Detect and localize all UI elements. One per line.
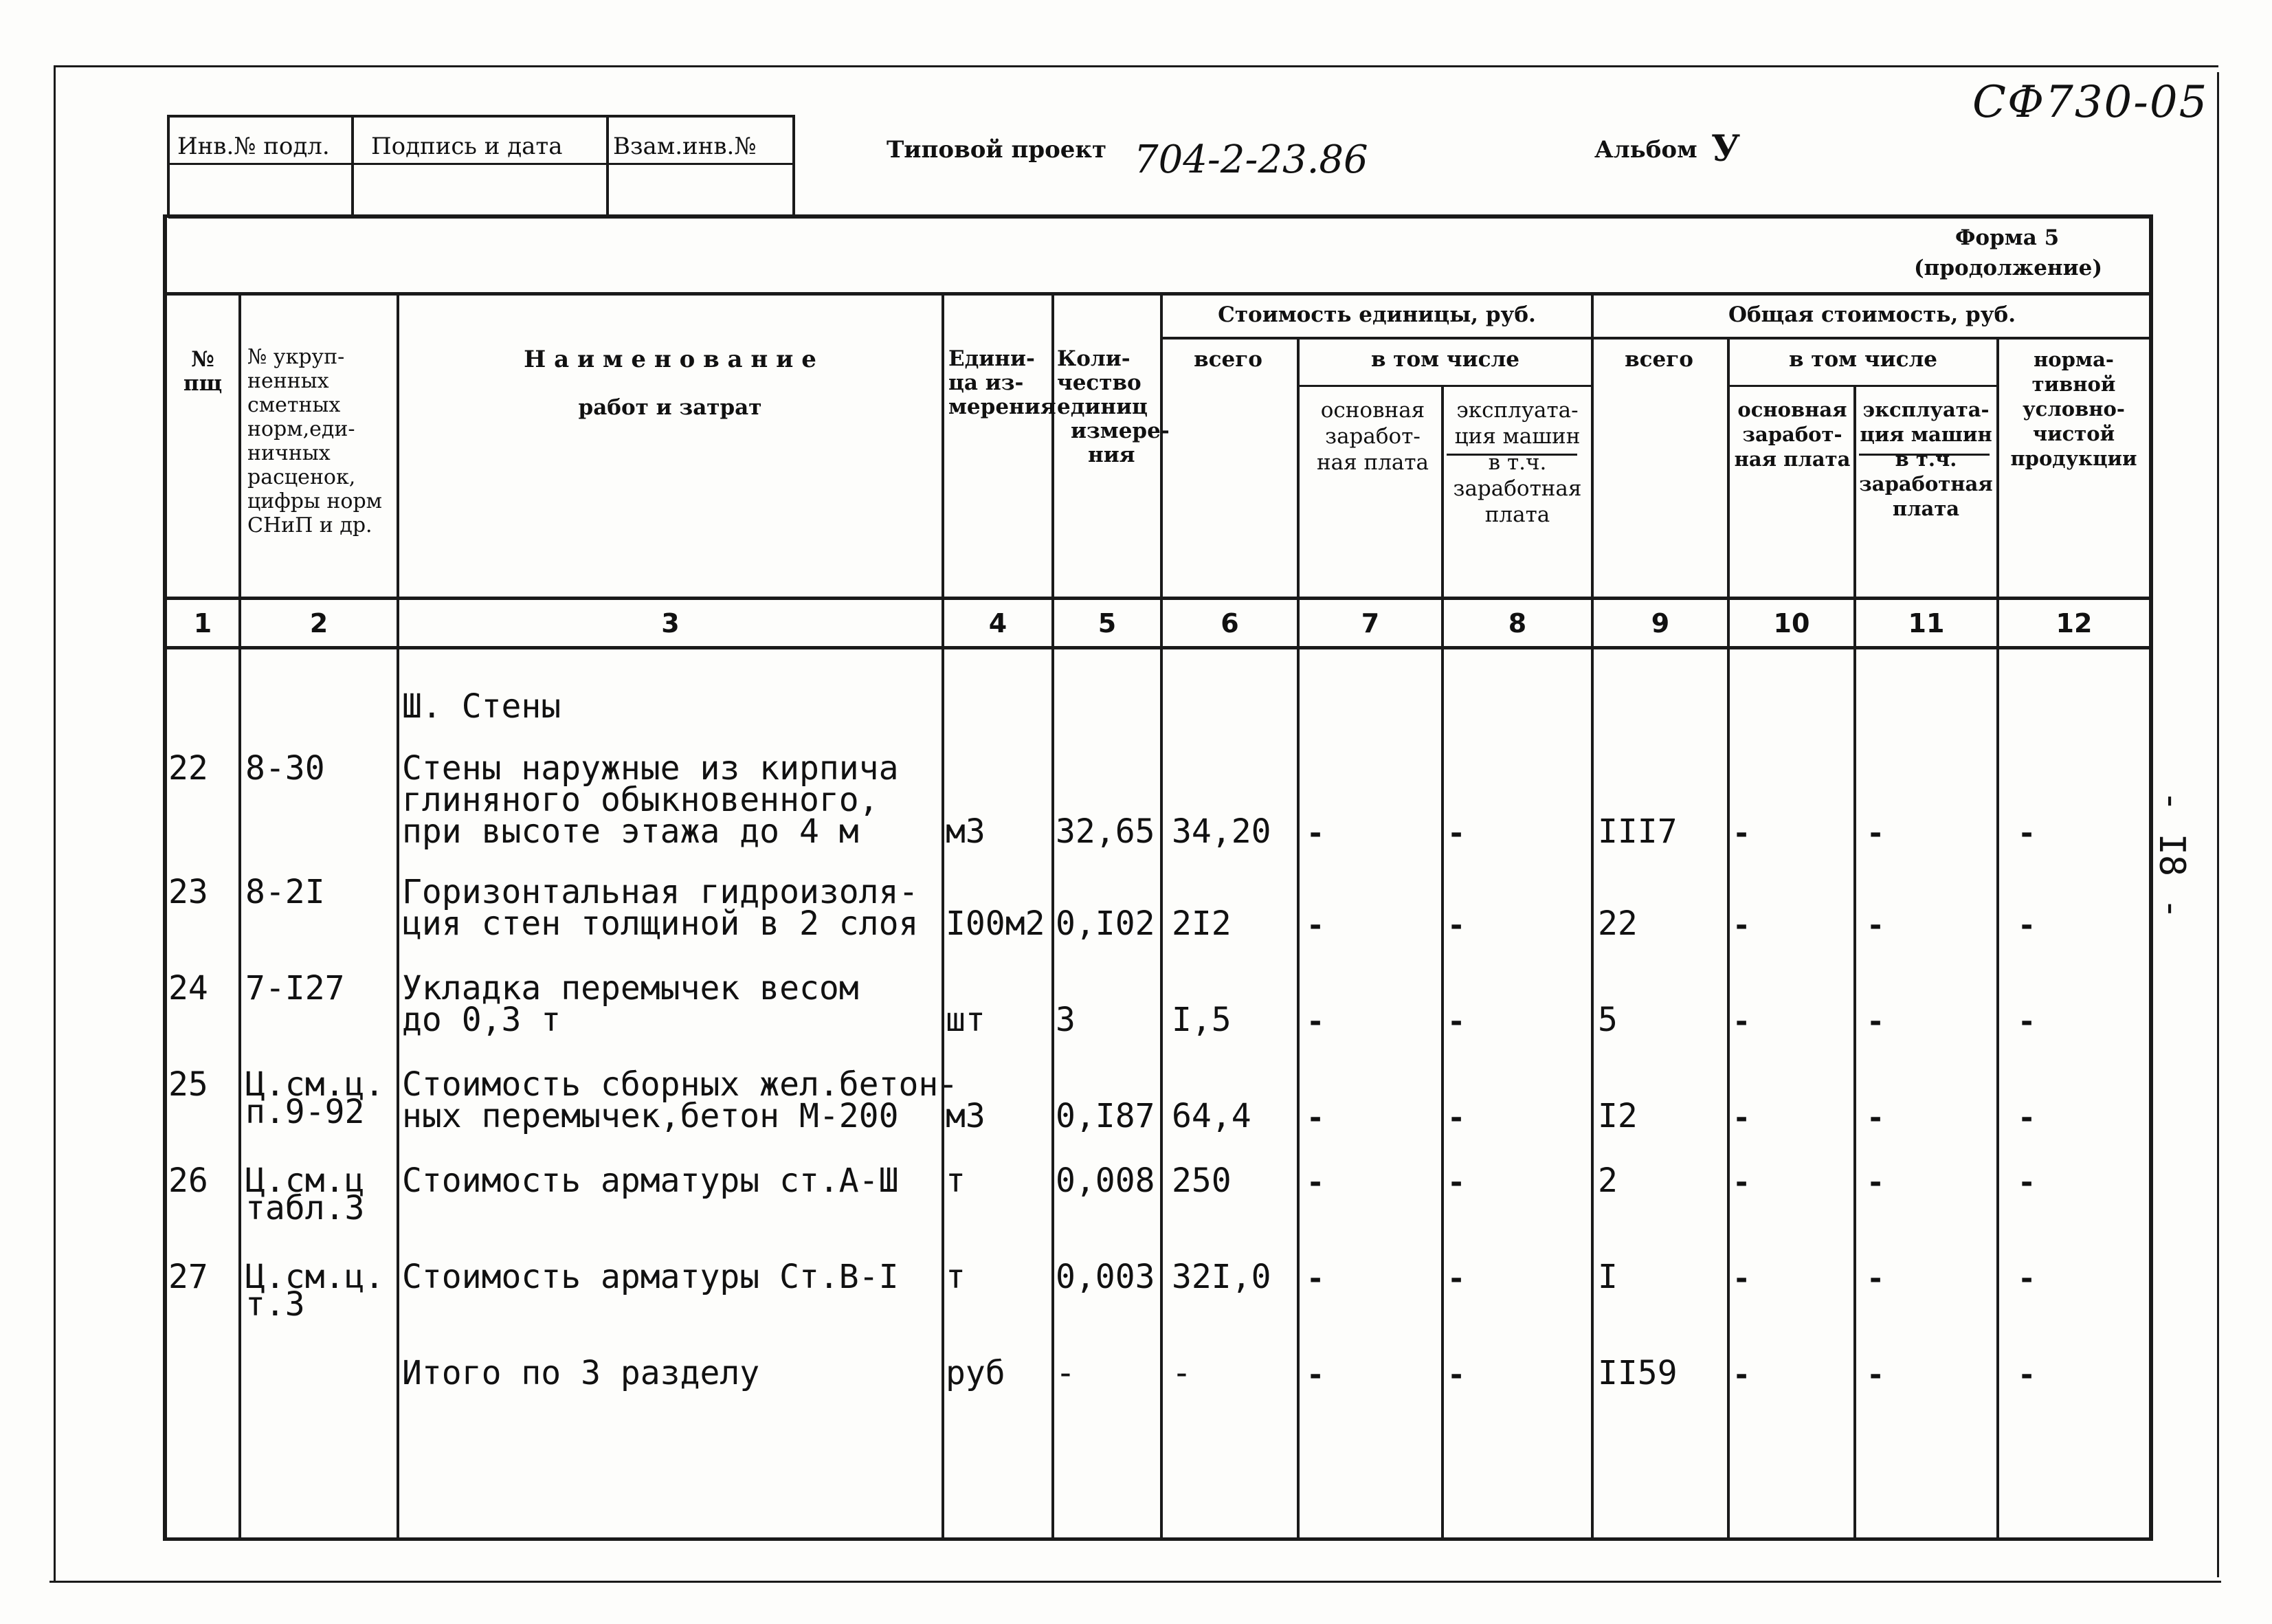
row-unit: м3 [946, 812, 985, 851]
header-col5-l3: единиц [1057, 394, 1148, 419]
row-number: 24 [168, 969, 208, 1008]
col-number-11: 11 [1908, 608, 1945, 638]
header-total-cost: Общая стоимость, руб. [1728, 302, 2016, 327]
row-code: п.9-92 [245, 1093, 365, 1131]
row-name: Стоимость арматуры Ст.В-I [402, 1258, 899, 1296]
row-c7: - [1309, 1357, 1322, 1392]
row-c8: - [1450, 1004, 1463, 1039]
row-code: табл.3 [245, 1189, 365, 1227]
row-name: Итого по 3 разделу [402, 1354, 760, 1392]
outer-frame-top [54, 65, 2218, 67]
header-col8-l5: плата [1484, 502, 1550, 527]
header-col11-l4: заработная [1859, 472, 1993, 496]
project-label: Типовой проект [887, 136, 1107, 164]
row-number: 23 [168, 873, 208, 911]
header-col2-l2: ненных [247, 369, 329, 393]
row-name: до 0,3 т [402, 1001, 561, 1039]
stamp-vzam-box [606, 115, 795, 218]
col-number-5: 5 [1098, 608, 1117, 638]
header-col12-l4: чистой [2032, 422, 2115, 445]
header-top-line [165, 292, 2151, 296]
header-col12-l5: продукции [2010, 447, 2137, 470]
stamp-signature-box [351, 115, 609, 218]
row-total: II59 [1598, 1354, 1678, 1392]
col-number-8: 8 [1508, 608, 1527, 638]
header-unit-tom-chisle: в том числе [1370, 347, 1520, 372]
row-name: Стоимость сборных жел.бетон- [402, 1065, 959, 1104]
header-col4-l2: ца из- [948, 370, 1024, 395]
header-col7-l2: заработ- [1325, 424, 1421, 449]
col-line-10 [1853, 385, 1856, 1539]
row-unit: м3 [946, 1097, 985, 1135]
header-col3-title: Н а и м е н о в а н и е [524, 346, 816, 373]
header-col4-l1: Едини- [948, 346, 1035, 371]
row-total: 5 [1598, 1001, 1618, 1039]
row-unit: руб [946, 1354, 1005, 1392]
col-line-8 [1591, 294, 1594, 1539]
row-code: 7-I27 [245, 969, 345, 1008]
header-col12 [2000, 347, 2148, 471]
row-c8: - [1450, 1261, 1463, 1296]
row-quantity: 0,I02 [1056, 904, 1155, 943]
header-col11 [1856, 397, 1996, 521]
col-line-2 [397, 294, 399, 1539]
row-c11: - [1869, 1165, 1882, 1200]
row-unit-price: 32I,0 [1172, 1258, 1271, 1296]
row-c7: - [1309, 1261, 1322, 1296]
header-total-vsego: всего [1625, 347, 1693, 372]
header-col4-l3: мерения [948, 394, 1056, 419]
header-col2-l3: сметных [247, 393, 341, 417]
row-number: 25 [168, 1065, 208, 1104]
row-c7: - [1309, 816, 1322, 851]
row-unit-price: I,5 [1172, 1001, 1232, 1039]
row-c10: - [1735, 1004, 1748, 1039]
row-unit-price: 64,4 [1172, 1097, 1251, 1135]
row-c10: - [1735, 908, 1748, 943]
table-top-border [168, 214, 2151, 219]
section-title: Ш. Стены [402, 687, 561, 726]
row-unit-price: 2I2 [1172, 904, 1232, 943]
header-col11-l5: плата [1892, 497, 1960, 520]
header-col7-l3: ная плата [1316, 450, 1429, 475]
form-note: (продолжение) [1914, 256, 2103, 280]
row-c7: - [1309, 1100, 1322, 1135]
col-number-10: 10 [1773, 608, 1810, 638]
row-name: Горизонтальная гидроизоля- [402, 873, 919, 911]
row-number: 26 [168, 1161, 208, 1200]
row-total: I [1598, 1258, 1618, 1296]
outer-frame-bottom [49, 1581, 2221, 1583]
header-col5 [1057, 347, 1170, 467]
row-name: Стоимость арматуры ст.А-Ш [402, 1161, 899, 1200]
row-quantity: 0,008 [1056, 1161, 1155, 1200]
col-number-12: 12 [2056, 608, 2093, 638]
col-line-6 [1297, 338, 1300, 1539]
header-col2-l7: цифры норм [247, 489, 382, 513]
row-c8: - [1450, 908, 1463, 943]
header-col3-subtitle: работ и затрат [578, 395, 762, 420]
row-total: 22 [1598, 904, 1638, 943]
row-c8: - [1450, 1165, 1463, 1200]
stamp-inv-podl-box [167, 115, 354, 218]
header-col11-l1: эксплуата- [1862, 398, 1990, 421]
col-line-11 [1996, 338, 1999, 1539]
row-quantity: - [1056, 1354, 1076, 1392]
header-col2 [247, 345, 382, 537]
header-col11-l3: в т.ч. [1895, 447, 1957, 471]
header-col10-l1: основная [1737, 398, 1847, 421]
header-tom-chisle-line-2 [1728, 385, 1996, 387]
header-unit-vsego: всего [1194, 347, 1262, 372]
header-cost-split-line [1161, 337, 2151, 340]
row-total: 2 [1598, 1161, 1618, 1200]
row-total: III7 [1598, 812, 1678, 851]
row-number: 27 [168, 1258, 208, 1296]
header-col2-l4: норм,еди- [247, 417, 355, 441]
header-col5-l5: ния [1088, 443, 1135, 467]
col-line-5 [1160, 294, 1163, 1539]
row-quantity: 32,65 [1056, 812, 1155, 851]
header-col2-l5: ничных [247, 441, 331, 465]
col-number-3: 3 [661, 608, 680, 638]
outer-frame-right [2217, 72, 2219, 1577]
stamp-divider [167, 163, 795, 165]
header-col12-l1: норма- [2034, 348, 2114, 371]
row-c10: - [1735, 1261, 1748, 1296]
row-c10: - [1735, 1357, 1748, 1392]
row-c12: - [2020, 1261, 2034, 1296]
header-col5-l2: чество [1057, 370, 1141, 395]
row-code: Ц.см.ц [245, 1161, 365, 1200]
header-col10-l3: ная плата [1734, 447, 1851, 471]
row-c10: - [1735, 1100, 1748, 1135]
row-c8: - [1450, 1357, 1463, 1392]
header-col5-l1: Коли- [1057, 346, 1131, 371]
header-col10-l2: заработ- [1742, 423, 1842, 446]
col-line-3 [942, 294, 944, 1539]
row-name: Стены наружные из кирпича [402, 749, 899, 788]
header-col8 [1445, 397, 1590, 528]
header-col1-line1: № [191, 347, 214, 372]
page-number: - I8 - [2151, 790, 2192, 920]
stamp-inv-podl-label: Инв.№ подл. [177, 133, 330, 160]
row-c10: - [1735, 1165, 1748, 1200]
row-c12: - [2020, 1100, 2034, 1135]
stamp-signature-label: Подпись и дата [371, 133, 563, 160]
row-c11: - [1869, 1004, 1882, 1039]
col-number-6: 6 [1221, 608, 1239, 638]
row-c12: - [2020, 1357, 2034, 1392]
row-name: ных перемычек,бетон М-200 [402, 1097, 899, 1135]
header-col7 [1306, 397, 1440, 476]
header-col10 [1730, 397, 1854, 471]
header-col11-l2: ция машин [1860, 423, 1992, 446]
row-c11: - [1869, 816, 1882, 851]
header-col8-l1: эксплуата- [1456, 398, 1579, 423]
row-code: 8-2I [245, 873, 325, 911]
row-c12: - [2020, 1165, 2034, 1200]
header-col2-l1: № укруп- [247, 345, 345, 369]
outer-frame-left [54, 65, 56, 1581]
row-total: I2 [1598, 1097, 1638, 1135]
stamp-vzam-label: Взам.инв.№ [613, 133, 757, 160]
table-left-border [163, 214, 167, 1541]
row-name: глиняного обыкновенного, [402, 781, 879, 819]
row-name: Укладка перемычек весом [402, 969, 859, 1008]
header-col12-l2: тивной [2031, 372, 2116, 396]
row-c8: - [1450, 816, 1463, 851]
row-c7: - [1309, 1165, 1322, 1200]
header-col1-line2: пщ [183, 371, 223, 396]
row-name: ция стен толщиной в 2 слоя [402, 904, 919, 943]
row-code: т.3 [245, 1285, 305, 1324]
row-c12: - [2020, 908, 2034, 943]
col-number-7: 7 [1361, 608, 1380, 638]
row-code: 8-30 [245, 749, 325, 788]
row-unit: т [946, 1161, 966, 1200]
header-total-tom-chisle: в том числе [1788, 347, 1938, 372]
row-c11: - [1869, 908, 1882, 943]
row-code: Ц.см.ц. [245, 1258, 385, 1296]
album-number: У [1711, 128, 1741, 170]
row-c7: - [1309, 908, 1322, 943]
row-unit: т [946, 1258, 966, 1296]
row-c8: - [1450, 1100, 1463, 1135]
header-col12-l3: условно- [2023, 397, 2125, 421]
row-code: Ц.см.ц. [245, 1065, 385, 1104]
col-line-1 [238, 294, 241, 1539]
col-line-4 [1051, 294, 1054, 1539]
row-c7: - [1309, 1004, 1322, 1039]
row-name: при высоте этажа до 4 м [402, 812, 859, 851]
header-col7-l1: основная [1320, 398, 1425, 423]
row-c10: - [1735, 816, 1748, 851]
header-col2-l8: СНиП и др. [247, 513, 372, 537]
row-unit: I00м2 [946, 904, 1045, 943]
header-tom-chisle-line-1 [1299, 385, 1591, 387]
row-number: 22 [168, 749, 208, 788]
row-c11: - [1869, 1261, 1882, 1296]
row-unit-price: 34,20 [1172, 812, 1271, 851]
col-line-9 [1727, 338, 1730, 1539]
form-label: Форма 5 [1955, 225, 2060, 250]
row-c11: - [1869, 1357, 1882, 1392]
header-col5-l4: измере- [1071, 419, 1170, 443]
project-number: 704-2-23.86 [1134, 137, 1368, 182]
col-number-1: 1 [193, 608, 212, 638]
col-number-9: 9 [1651, 608, 1670, 638]
header-col2-l6: расценок, [247, 465, 356, 489]
header-col8-l4: заработная [1453, 476, 1582, 501]
header-col8-l3: в т.ч. [1488, 450, 1547, 475]
album-label: Альбом [1594, 136, 1697, 164]
row-unit-price: 250 [1172, 1161, 1232, 1200]
header-unit-cost: Стоимость единицы, руб. [1218, 302, 1536, 327]
row-quantity: 0,003 [1056, 1258, 1155, 1296]
row-c11: - [1869, 1100, 1882, 1135]
col-number-4: 4 [988, 608, 1007, 638]
row-unit: шт [946, 1001, 985, 1039]
row-quantity: 3 [1056, 1001, 1076, 1039]
col-line-7 [1441, 385, 1444, 1539]
col-number-2: 2 [309, 608, 328, 638]
header-col8-l2: ция машин [1454, 424, 1581, 449]
header-col4 [948, 347, 1056, 419]
row-quantity: 0,I87 [1056, 1097, 1155, 1135]
row-unit-price: - [1172, 1354, 1192, 1392]
row-c12: - [2020, 816, 2034, 851]
row-c12: - [2020, 1004, 2034, 1039]
document-code: СФ730-05 [1972, 77, 2209, 128]
